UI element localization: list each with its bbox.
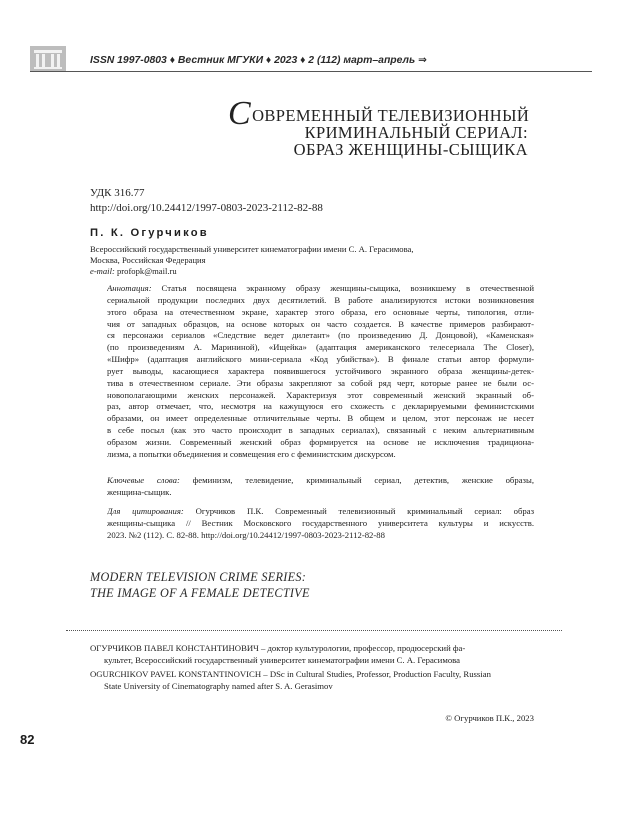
title-dropcap: С [228,95,252,132]
copyright: © Огурчиков П.К., 2023 [445,713,534,723]
citation-line: женщины-сыщика // Вестник Московского государственного университета культуры и искусств. [107,517,534,528]
english-title-line-2: THE IMAGE OF A FEMALE DETECTIVE [90,585,310,600]
abstract-line: в себе посыл (как это часто происходит в западных сериалах), связанный с неким альтернативным [107,425,534,436]
about-author-en [90,669,537,692]
abstract-line: образом жизни. Современный женский образ формируется на основе не исключения традициона- [107,436,534,447]
doi-link[interactable]: http://doi.org/10.24412/1997-0803-2023-2112-82-88 [90,202,323,214]
abstract [107,283,534,461]
header-rule [30,71,592,72]
abstract-line: образами, он имеет определенные отличительные черты. В общем и целом, этот персонаж не несет [107,413,534,424]
keywords-label: Ключевые слова: [107,475,180,485]
abstract-line: чия от западных образцов, на основе которых он часто создается. В качестве примеров разбирают- [107,318,534,329]
keywords-line: женщина-сыщик. [107,486,172,497]
author-name: П. К. Огурчиков [90,227,209,239]
keywords [107,475,534,499]
journal-logo-icon [30,46,66,72]
title-line-2: КРИМИНАЛЬНЫЙ СЕРИАЛ: [304,123,528,142]
abstract-line: сериальной продукции последних двух десятилетий. В работе анализируются истоки возникновения [107,294,534,305]
dotted-separator [66,630,562,631]
email-label: e-mail: [90,266,115,276]
about-en-line: State University of Cinematography named after S. A. Gerasimov [104,680,333,691]
journal-header: ISSN 1997-0803 ♦ Вестник МГУКИ ♦ 2023 ♦ 2 (112) март–апрель ⇒ [90,55,427,66]
citation-line: Для цитирования: Огурчиков П.К. Современный телевизионный криминальный сериал: образ [107,506,534,516]
abstract-line: новополагающими женских персонажей. Характеризуя этот современный женский экранный об- [107,389,534,400]
abstract-line: лизма, а попытки объединения и совмещения его с феминистским дискурсом. [107,448,396,459]
abstract-line: «Шифр» (адаптация английского мини-сериала «Код убийства»). В финале статьи автор формули- [107,354,534,365]
abstract-line: рует выводы, касающиеся характера появившегося устойчивого экранного образа женщины-детек- [107,365,534,376]
about-ru-line: культет, Всероссийский государственный университет кинематографии имени С. А. Герасимова [104,654,461,665]
udk-code: УДК 316.77 [90,187,145,199]
abstract-line: тива в отечественном сериале. Эти образы закрепляют за собой ряд черт, которые ранее не были ос- [107,377,534,388]
title-line-1 [228,95,530,132]
abstract-line: (по произведениям А. Марининой), «Ищейка» (адаптация американского телесериала The Closer), [107,342,534,353]
english-title-line-1: MODERN TELEVISION CRIME SERIES: [90,570,307,584]
author-email[interactable]: profopk@mail.ru [116,266,177,276]
page-number: 82 [20,732,35,747]
abstract-label: Аннотация: [107,283,152,293]
about-en-line: OGURCHIKOV PAVEL KONSTANTINOVICH – DSc in Cultural Studies, Professor, Production Faculty, Russian [90,669,491,679]
about-author-ru [90,643,537,666]
citation-line: 2023. №2 (112). С. 82-88. http://doi.org/10.24412/1997-0803-2023-2112-82-88 [107,529,385,540]
citation-label: Для цитирования: [107,506,184,516]
article-title [228,95,530,159]
abstract-line: раз, автор отмечает, что, несмотря на кажущуюся его схожесть с декларируемыми феминистскими [107,401,534,412]
author-affiliation-1: Всероссийский государственный университет кинематографии имени С. А. Герасимова, [90,244,414,254]
title-line-3: ОБРАЗ ЖЕНЩИНЫ-СЫЩИКА [293,140,528,159]
abstract-line: Аннотация: Статья посвящена экранному образу женщины-сыщика, возникшему в отечественной [107,283,534,293]
keywords-line: Ключевые слова: феминизм, телевидение, криминальный сериал, детектив, женские образы, [107,475,534,485]
author-email-row [90,266,177,277]
english-title [90,570,310,601]
title-line-1-text: ОВРЕМЕННЫЙ ТЕЛЕВИЗИОННЫЙ [252,106,530,125]
abstract-line: этого образа на отечественном экране, характер этого образа, его основные черты, типология, отли- [107,306,534,317]
abstract-line: ся персонажи сериалов «Следствие ведет дилетант» (по произведению Д. Донцовой), «Каменская» [107,330,534,341]
author-affiliation-2: Москва, Российская Федерация [90,255,206,265]
citation [107,506,534,542]
about-ru-line: ОГУРЧИКОВ ПАВЕЛ КОНСТАНТИНОВИЧ – доктор культурологии, профессор, продюсерский фа- [90,643,466,653]
